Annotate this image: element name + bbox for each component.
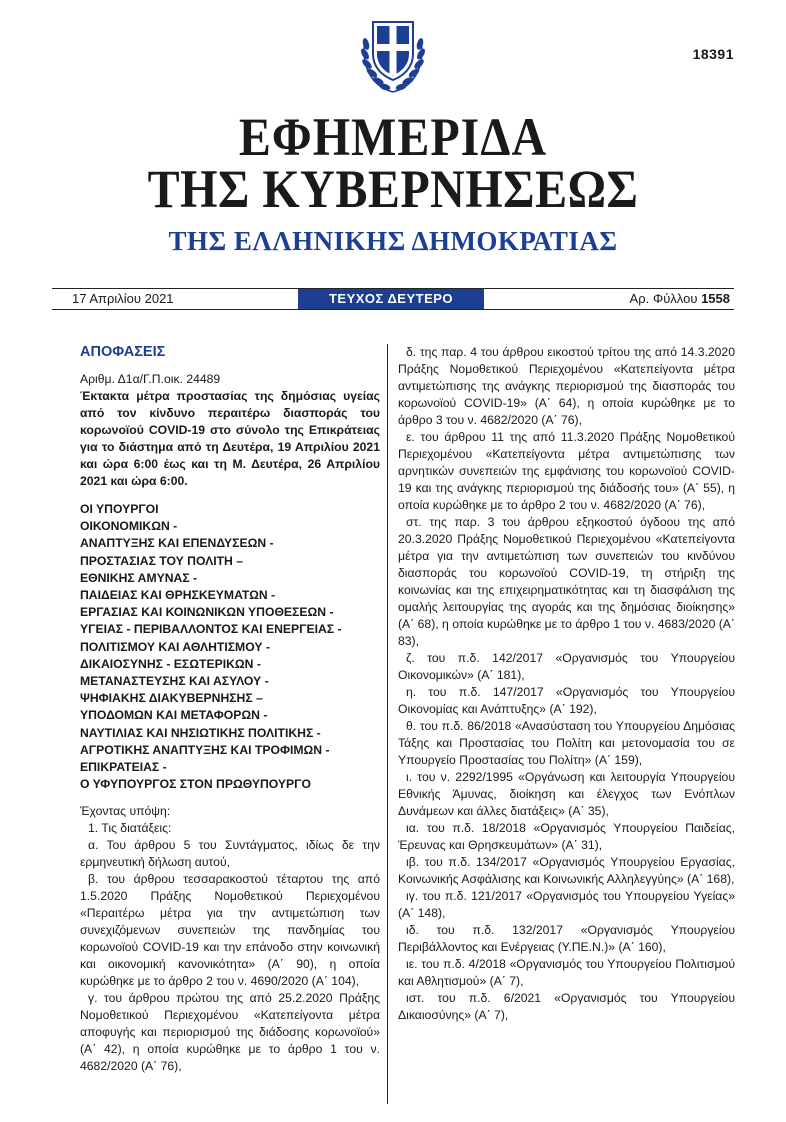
column-divider <box>387 344 388 1104</box>
body-paragraph: ιστ. του π.δ. 6/2021 «Οργανισμός του Υπουργείου Δικαιοσύνης» (Α΄ 7), <box>398 991 735 1022</box>
body-paragraph: ιε. του π.δ. 4/2018 «Οργανισμός του Υπουργείου Πολιτισμού και Αθλητισμού» (Α΄ 7), <box>398 957 735 988</box>
body-paragraph: ι. του ν. 2292/1995 «Οργάνωση και λειτουργία Υπουργείου Εθνικής Άμυνας, διοίκηση και έλεγχος των Ενόπλων Δυνάμεων και άλλες διατάξεις» (Α΄ 35), <box>398 770 735 818</box>
sheet-label: Αρ. Φύλλου <box>629 291 698 306</box>
authority-line: ΜΕΤΑΝΑΣΤΕΥΣΗΣ ΚΑΙ ΑΣΥΛΟΥ - <box>80 674 269 689</box>
issue-type-badge: ΤΕΥΧΟΣ ΔΕΥΤΕΡΟ <box>298 289 484 309</box>
page-number: 18391 <box>692 46 734 62</box>
authority-line: ΝΑΥΤΙΛΙΑΣ ΚΑΙ ΝΗΣΙΩΤΙΚΗΣ ΠΟΛΙΤΙΚΗΣ - <box>80 725 321 740</box>
authority-line: ΕΠΙΚΡΑΤΕΙΑΣ - <box>80 760 167 775</box>
authority-line: ΥΓΕΙΑΣ - ΠΕΡΙΒΑΛΛΟΝΤΟΣ ΚΑΙ ΕΝΕΡΓΕΙΑΣ - <box>80 622 342 637</box>
body-paragraph: ζ. του π.δ. 142/2017 «Οργανισμός του Υπουργείου Οικονομικών» (Α΄ 181), <box>398 651 735 682</box>
authority-line: Ο ΥΦΥΠΟΥΡΓΟΣ ΣΤΟΝ ΠΡΩΘΥΠΟΥΡΓΟ <box>80 777 311 792</box>
decision-number: Αριθμ. Δ1α/Γ.Π.οικ. 24489 <box>80 372 221 386</box>
body-paragraph: θ. του π.δ. 86/2018 «Ανασύσταση του Υπουργείου Δημόσιας Τάξης και Προστασίας του Πολίτη και μετονομασία του σε Υπουργείο Προστασίας του Πολίτη» (Α΄ 159), <box>398 719 735 767</box>
body-paragraph: β. του άρθρου τεσσαρακοστού τέταρτου της από 1.5.2020 Πράξης Νομοθετικού Περιεχομένου «Περαιτέρω μέτρα για την αντιμετώπιση των συνεχιζόμενων συνεπειών της πανδημίας του κορωνοϊού COVID-19 και την επάνοδο στην κοινωνική και οικονομική κανονικότητα» (Α΄ 90), η οποία κυρώθηκε με το άρθρο 2 του ν. 4690/2020 (Α΄ 104), <box>80 872 380 989</box>
body-paragraph: ιγ. του π.δ. 121/2017 «Οργανισμός του Υπουργείου Υγείας» (Α΄ 148), <box>398 889 735 920</box>
body-paragraph: Έχοντας υπόψη: <box>80 804 171 819</box>
body-paragraph: ια. του π.δ. 18/2018 «Οργανισμός Υπουργείου Παιδείας, Έρευνας και Θρησκευμάτων» (Α΄ 31), <box>398 821 735 852</box>
issue-bar <box>52 288 734 310</box>
authority-line: ΥΠΟΔΟΜΩΝ ΚΑΙ ΜΕΤΑΦΟΡΩΝ - <box>80 708 268 723</box>
greek-coat-of-arms-icon <box>357 14 429 96</box>
decision-title: Έκτακτα μέτρα προστασίας της δημόσιας υγείας από τον κίνδυνο περαιτέρω διασποράς του κορωνοϊού COVID-19 στο σύνολο της Επικράτειας για το διάστημα από τη Δευτέρα, 19 Απριλίου 2021 και ώρα 6:00 έως και τη Μ. Δευτέρα, 26 Απριλίου 2021 και ώρα 6:00. <box>80 389 380 488</box>
section-heading: ΑΠΟΦΑΣΕΙΣ <box>80 344 166 360</box>
body-paragraph: γ. του άρθρου πρώτου της από 25.2.2020 Πράξης Νομοθετικού Περιεχομένου «Κατεπείγοντα μέτρα αποφυγής και περιορισμού της διάδοσης κορωνοϊού» (Α΄ 42), η οποία κυρώθηκε με το άρθρο 1 του ν. 4682/2020 (Α΄ 76), <box>80 991 380 1074</box>
authority-line: ΑΓΡΟΤΙΚΗΣ ΑΝΑΠΤΥΞΗΣ ΚΑΙ ΤΡΟΦΙΜΩΝ - <box>80 742 330 757</box>
body-paragraph: η. του π.δ. 147/2017 «Οργανισμός του Υπουργείου Οικονομίας και Ανάπτυξης» (Α΄ 192), <box>398 685 735 716</box>
sheet-number-value: 1558 <box>701 291 730 306</box>
authority-line: ΑΝΑΠΤΥΞΗΣ ΚΑΙ ΕΠΕΝΔΥΣΕΩΝ - <box>80 536 274 551</box>
issuing-authority <box>80 501 380 793</box>
body-paragraph: ε. του άρθρου 11 της από 11.3.2020 Πράξης Νομοθετικού Περιεχομένου «Κατεπείγοντα μέτρα αντιμετώπισης των αρνητικών συνεπειών της εμφάνισης του κορωνοϊού COVID-19 και της ανάγκης περιορισμού της διάδοσής του» (Α΄ 55), η οποία κυρώθηκε με το άρθρο 2 του ν. 4682/2020 (Α΄ 76), <box>398 430 735 512</box>
left-column <box>80 344 380 1075</box>
body-paragraph: α. Του άρθρου 5 του Συντάγματος, ιδίως δε την ερμηνευτική δήλωση αυτού, <box>80 838 380 870</box>
body-paragraph: ιδ. του π.δ. 132/2017 «Οργανισμός Υπουργείου Περιβάλλοντος και Ενέργειας (Υ.ΠΕ.Ν.)» (Α΄ 160), <box>398 923 735 954</box>
issue-date: 17 Απριλίου 2021 <box>72 291 174 306</box>
sheet-number <box>630 291 730 306</box>
right-column <box>398 344 735 1024</box>
authority-line: ΠΟΛΙΤΙΣΜΟΥ ΚΑΙ ΑΘΛΗΤΙΣΜΟΥ - <box>80 639 270 654</box>
body-paragraph: δ. της παρ. 4 του άρθρου εικοστού τρίτου της από 14.3.2020 Πράξης Νομοθετικού Περιεχομένου «Κατεπείγοντα μέτρα αντιμετώπισης της ανάγκης περιορισμού της διασποράς του κορωνοϊού COVID-19» (Α΄ 64), η οποία κυρώθηκε με το άρθρο 3 του ν. 4682/2020 (Α΄ 76), <box>398 345 735 427</box>
body-paragraph: στ. της παρ. 3 του άρθρου εξηκοστού όγδοου της από 20.3.2020 Πράξης Νομοθετικού Περιεχομένου «Κατεπείγοντα μέτρα για την αντιμετώπιση των συνεπειών του κινδύνου διασποράς του κορωνοϊού COVID-19, τη στήριξη της κοινωνίας και της επιχειρηματικότητας και τη διασφάλιση της ομαλής λειτουργίας της αγοράς και της δημόσιας διοίκησης» (Α΄ 68), η οποία κυρώθηκε με το άρθρο 1 του ν. 4683/2020 (Α΄ 83), <box>398 515 735 648</box>
masthead-title: ΕΦΗΜΕΡΙΔΑ <box>238 107 548 168</box>
authority-line: ΟΙ ΥΠΟΥΡΓΟΙ <box>80 502 159 516</box>
authority-line: ΕΘΝΙΚΗΣ ΑΜΥΝΑΣ - <box>80 570 198 585</box>
authority-line: ΨΗΦΙΑΚΗΣ ΔΙΑΚΥΒΕΡΝΗΣΗΣ – <box>80 691 263 706</box>
authority-line: ΔΙΚΑΙΟΣΥΝΗΣ - ΕΣΩΤΕΡΙΚΩΝ - <box>80 656 261 671</box>
masthead-republic: ΤΗΣ ΕΛΛΗΝΙΚΗΣ ΔΗΜΟΚΡΑΤΙΑΣ <box>168 226 618 256</box>
masthead-subtitle: ΤΗΣ ΚΥΒΕΡΝΗΣΕΩΣ <box>147 159 639 220</box>
authority-line: ΟΙΚΟΝΟΜΙΚΩΝ - <box>80 519 178 534</box>
authority-line: ΕΡΓΑΣΙΑΣ ΚΑΙ ΚΟΙΝΩΝΙΚΩΝ ΥΠΟΘΕΣΕΩΝ - <box>80 605 334 620</box>
authority-line: ΠΑΙΔΕΙΑΣ ΚΑΙ ΘΡΗΣΚΕΥΜΑΤΩΝ - <box>80 588 276 603</box>
authority-line: ΠΡΟΣΤΑΣΙΑΣ ΤΟΥ ΠΟΛΙΤΗ – <box>80 553 244 568</box>
body-paragraph: 1. Τις διατάξεις: <box>88 821 172 836</box>
body-paragraph: ιβ. του π.δ. 134/2017 «Οργανισμός Υπουργείου Εργασίας, Κοινωνικής Ασφάλισης και Κοινωνικής Αλληλεγγύης» (Α΄ 168), <box>398 855 735 886</box>
